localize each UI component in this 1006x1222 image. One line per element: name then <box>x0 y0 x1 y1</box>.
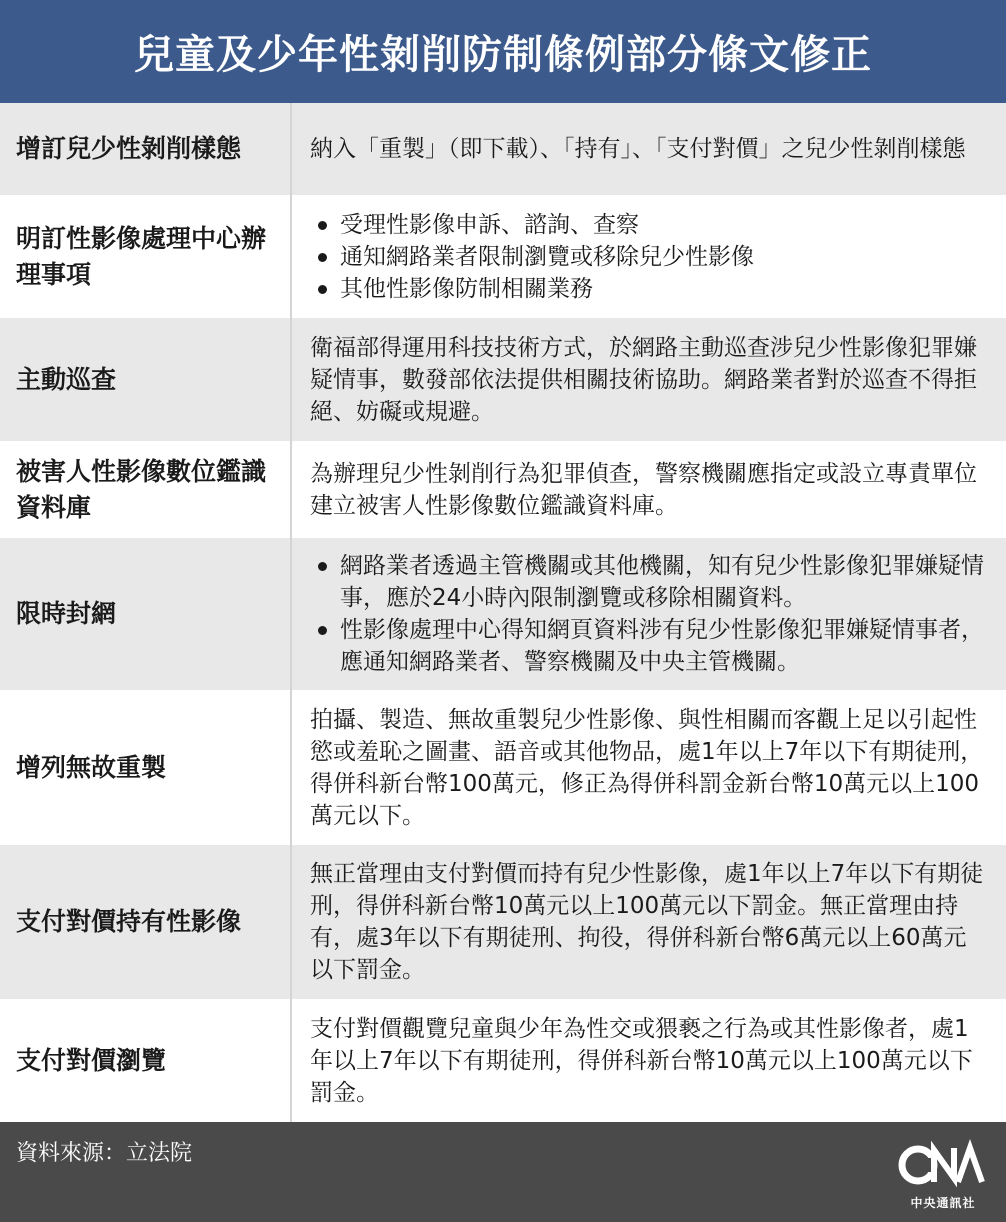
row-content <box>292 845 1006 999</box>
row-label: 增列無故重製 <box>0 690 292 845</box>
table-row <box>0 690 1006 845</box>
bullet-list <box>310 550 986 678</box>
row-text: 無正當理由支付對價而持有兒少性影像，處1年以上7年以下有期徒刑，得併科新台幣10萬元以上100萬元以下罰金。無正當理由持有，處3年以下有期徒刑、拘役，得併科新台幣6萬元以上60萬元以下罰金。 <box>310 861 984 983</box>
cna-logo <box>898 1138 988 1211</box>
row-text: 拍攝、製造、無故重製兒少性影像、與性相關而客觀上足以引起性慾或羞恥之圖畫、語音或其他物品，處1年以上7年以下有期徒刑，得併科新台幣100萬元，修正為得併科罰金新台幣10萬元以上100萬元以下。 <box>310 706 984 829</box>
bullet-list <box>310 209 986 305</box>
list-item: 受理性影像申訴、諮詢、查察 <box>310 209 986 241</box>
cna-logo-icon <box>898 1138 988 1192</box>
row-content <box>292 195 1006 318</box>
list-item: 網路業者透過主管機關或其他機關，知有兒少性影像犯罪嫌疑情事，應於24小時內限制瀏覽或移除相關資料。 <box>310 550 986 614</box>
table-row <box>0 538 1006 690</box>
row-label: 支付對價持有性影像 <box>0 845 292 999</box>
row-content <box>292 690 1006 845</box>
table-row <box>0 195 1006 318</box>
row-text: 納入「重製」（即下載）、「持有」、「支付對價」之兒少性剝削樣態 <box>310 136 966 162</box>
row-label: 增訂兒少性剝削樣態 <box>0 103 292 195</box>
row-text: 支付對價觀覽兒童與少年為性交或猥褻之行為或其性影像者，處1年以上7年以下有期徒刑，得併科新台幣10萬元以上100萬元以下罰金。 <box>310 1015 973 1106</box>
list-item: 其他性影像防制相關業務 <box>310 273 986 305</box>
logo-name: 中央通訊社 <box>910 1196 976 1210</box>
footer-bar <box>0 1122 1006 1222</box>
row-text: 為辦理兒少性剝削行為犯罪偵查，警察機關應指定或設立專責單位建立被害人性影像數位鑑識資料庫。 <box>310 460 977 519</box>
row-content <box>292 538 1006 690</box>
table-row <box>0 845 1006 999</box>
list-item: 性影像處理中心得知網頁資料涉有兒少性影像犯罪嫌疑情事者，應通知網路業者、警察機關及中央主管機關。 <box>310 614 986 678</box>
title-banner <box>0 0 1006 103</box>
table-row <box>0 103 1006 195</box>
table-row <box>0 441 1006 538</box>
row-label: 被害人性影像數位鑑識資料庫 <box>0 441 292 538</box>
table-row <box>0 318 1006 441</box>
page-title: 兒童及少年性剝削防制條例部分條文修正 <box>134 32 872 78</box>
row-text: 衛福部得運用科技技術方式，於網路主動巡查涉兒少性影像犯罪嫌疑情事，數發部依法提供相關技術協助。網路業者對於巡查不得拒絕、妨礙或規避。 <box>310 334 977 425</box>
list-item: 通知網路業者限制瀏覽或移除兒少性影像 <box>310 241 986 273</box>
row-label: 主動巡查 <box>0 318 292 441</box>
table-row <box>0 999 1006 1122</box>
row-label: 支付對價瀏覽 <box>0 999 292 1122</box>
row-label: 明訂性影像處理中心辦理事項 <box>0 195 292 318</box>
row-label: 限時封網 <box>0 538 292 690</box>
logo-letters: CNA <box>943 1170 946 1171</box>
row-content <box>292 441 1006 538</box>
amendment-table <box>0 103 1006 1122</box>
row-content <box>292 318 1006 441</box>
row-content <box>292 999 1006 1122</box>
source-note: 資料來源：立法院 <box>16 1141 193 1166</box>
row-content <box>292 103 1006 195</box>
